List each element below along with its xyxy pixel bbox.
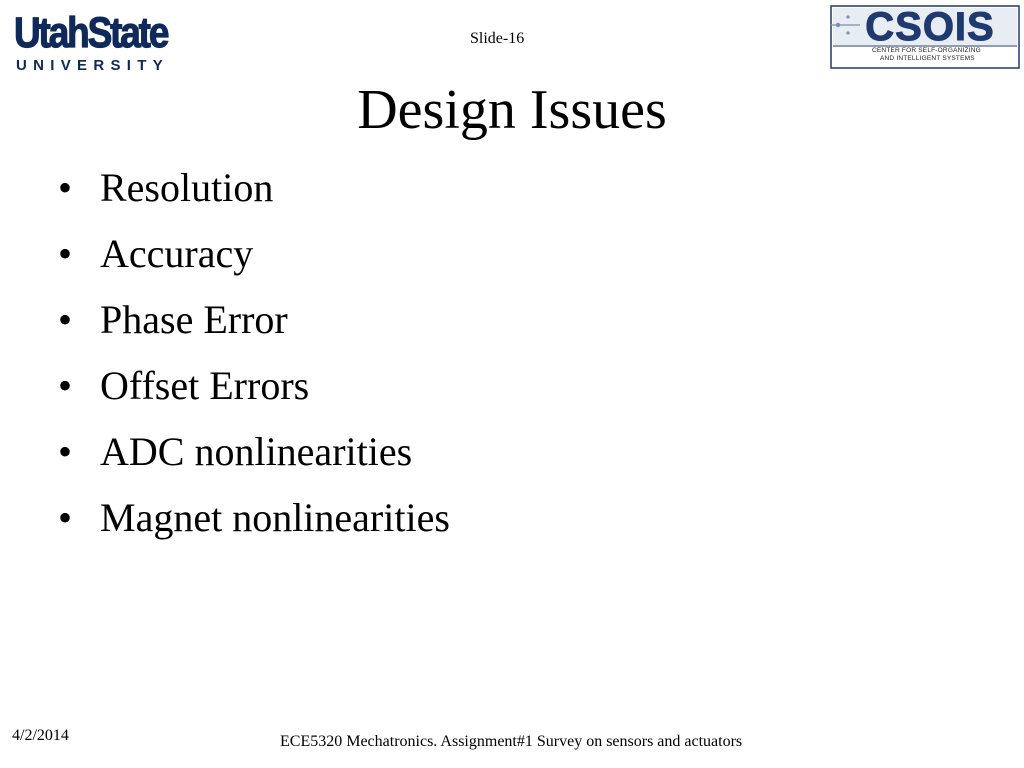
slide-title: Design Issues <box>357 79 667 141</box>
footer-text: ECE5320 Mechatronics. Assignment#1 Survey on sensors and actuators <box>280 733 743 750</box>
bullet-icon: • <box>58 429 73 474</box>
csois-logo-subtitle-1: CENTER FOR SELF-ORGANIZING <box>872 47 981 54</box>
usu-logo-university: UNIVERSITY <box>16 57 170 74</box>
csois-logo <box>830 5 1020 69</box>
usu-logo-wordmark: UtahState <box>14 9 168 57</box>
bullet-icon: • <box>58 231 73 276</box>
bullet-icon: • <box>58 495 73 540</box>
slide-number: Slide-16 <box>470 30 525 47</box>
bullet-text: Phase Error <box>100 297 288 342</box>
csois-logo-wordmark: CSOIS <box>865 5 995 49</box>
bullet-text: Accuracy <box>100 231 254 276</box>
bullet-text: Offset Errors <box>100 363 310 408</box>
footer-date: 4/2/2014 <box>12 727 69 744</box>
bullet-text: Resolution <box>100 165 274 210</box>
bullet-text: Magnet nonlinearities <box>100 495 450 540</box>
bullet-icon: • <box>58 363 73 408</box>
bullet-text: ADC nonlinearities <box>100 429 413 474</box>
usu-logo <box>14 10 200 72</box>
csois-logo-subtitle-2: AND INTELLIGENT SYSTEMS <box>880 55 975 62</box>
bullet-icon: • <box>58 165 73 210</box>
bullet-icon: • <box>58 297 73 342</box>
